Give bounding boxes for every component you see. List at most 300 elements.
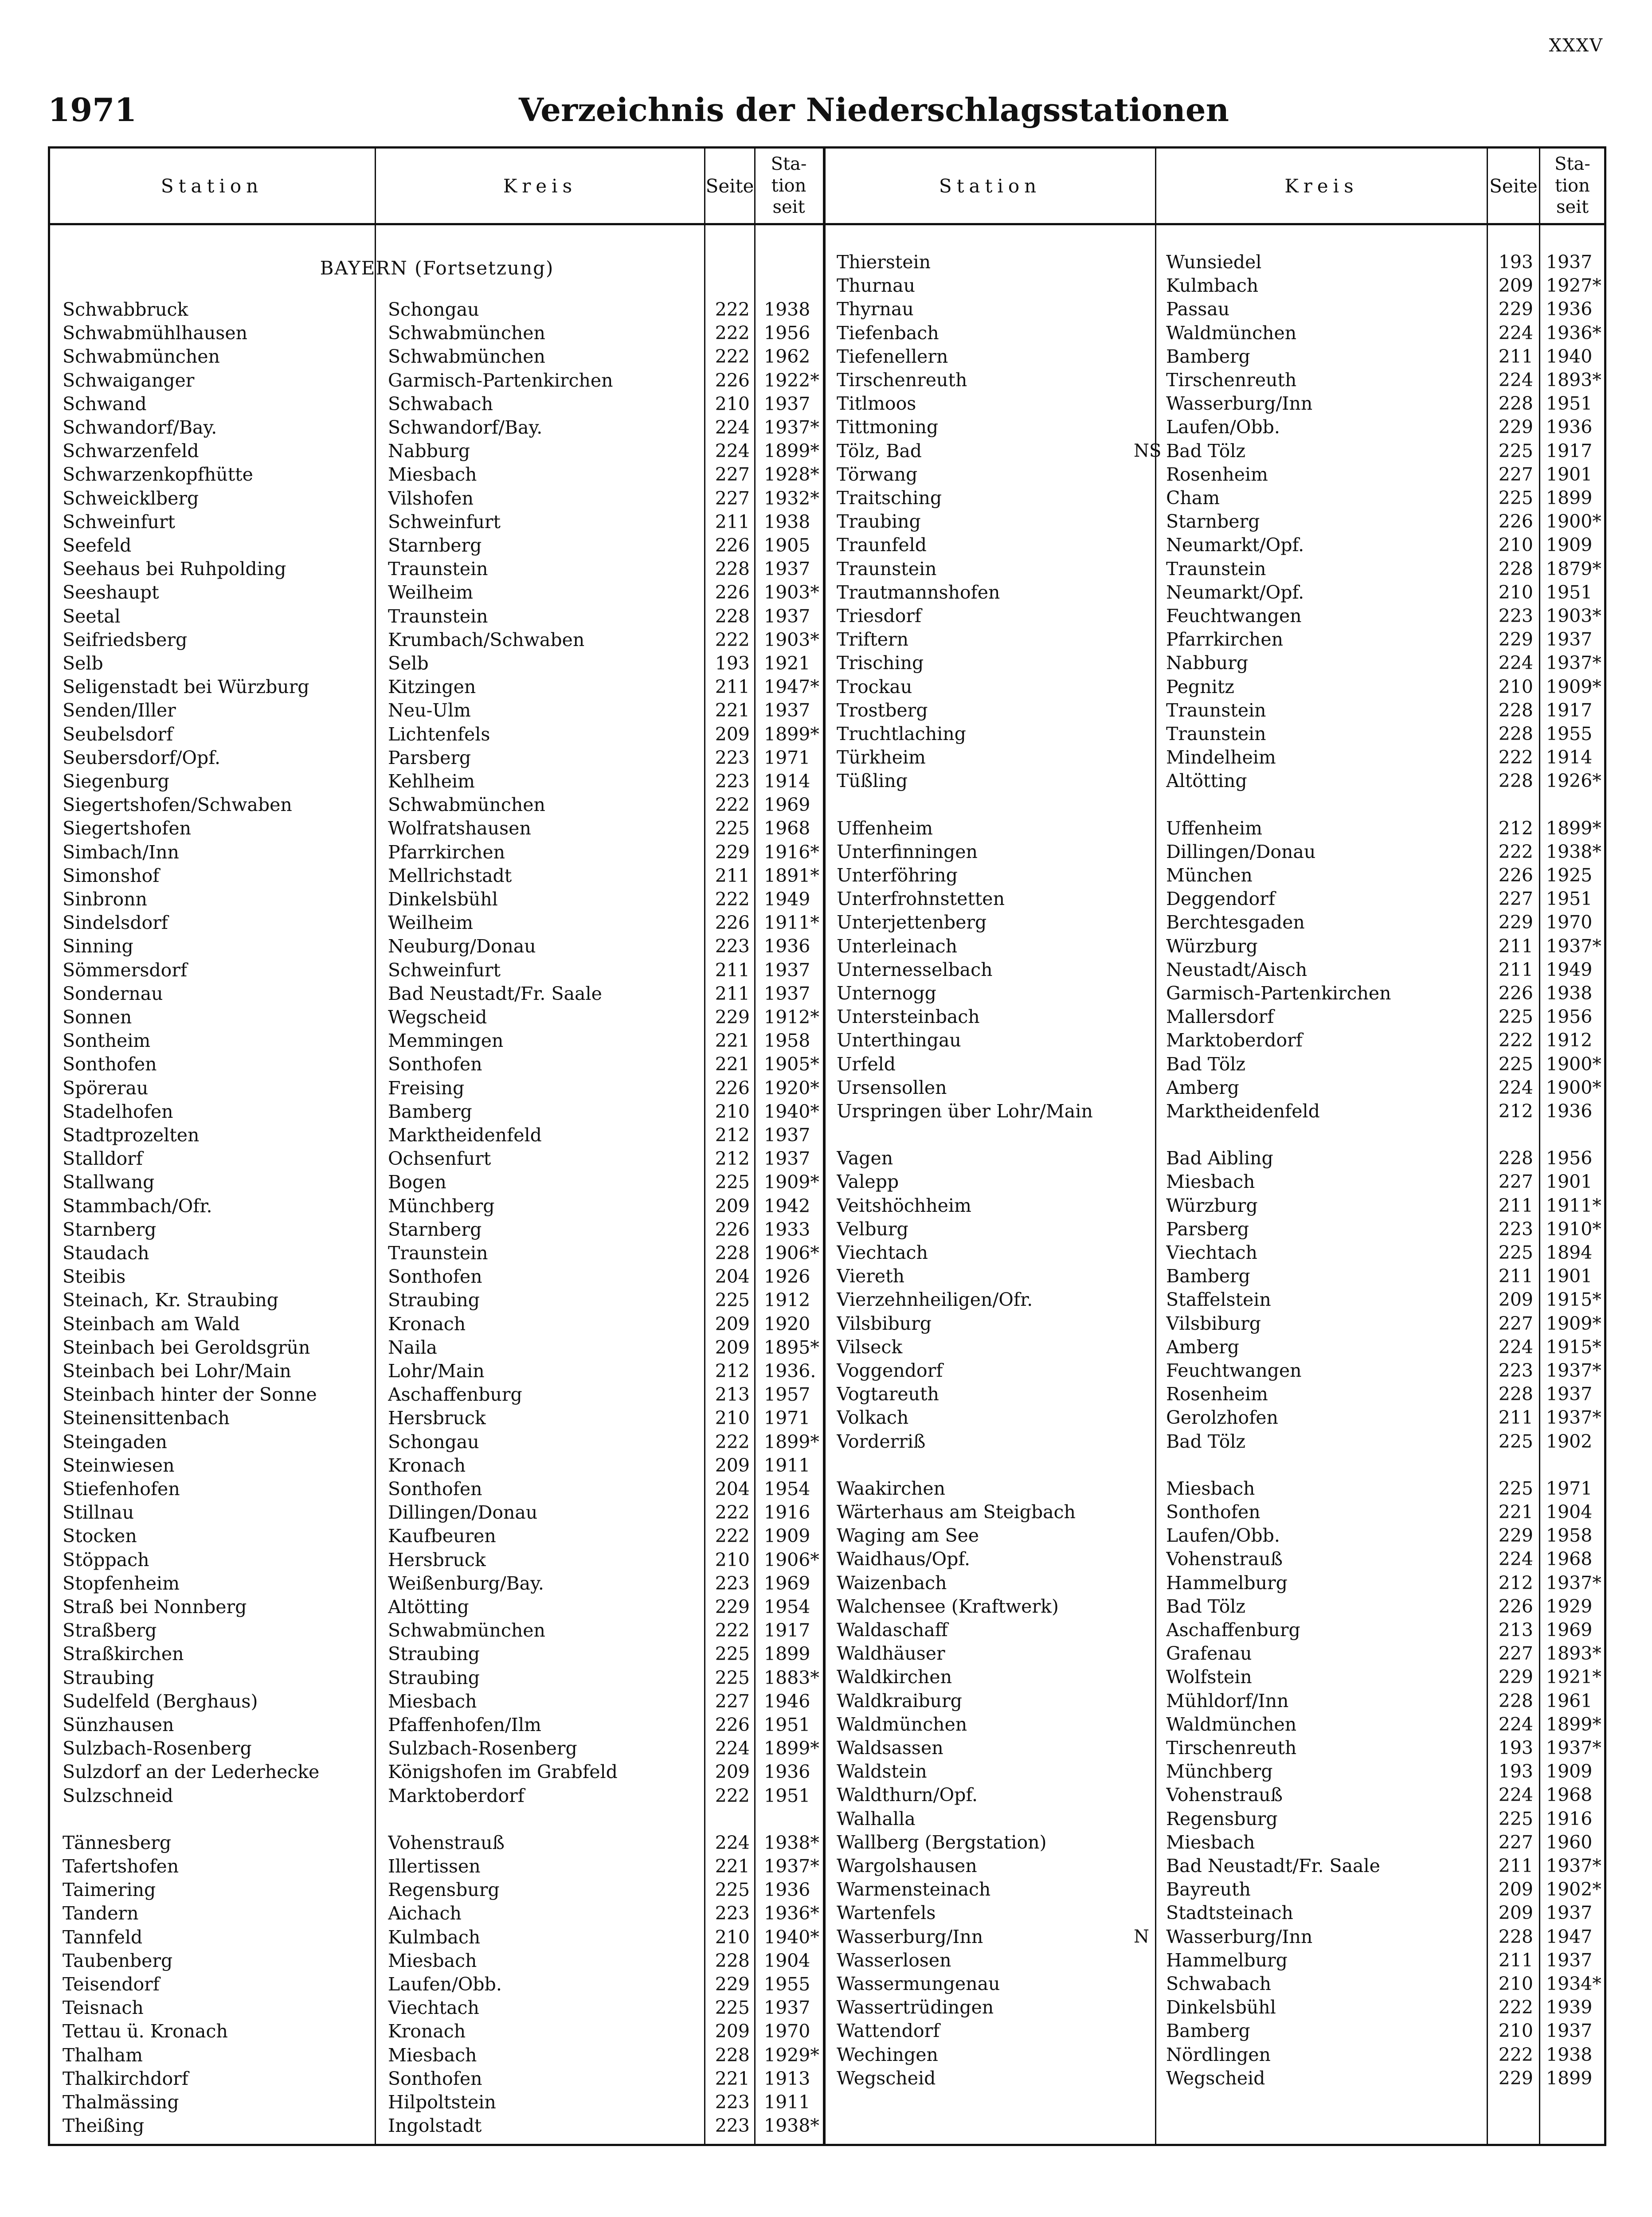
cell-seite: 227: [1498, 1312, 1533, 1334]
cell-kreis: Starnberg: [1166, 511, 1260, 533]
cell-station: Stammbach/Ofr.: [63, 1195, 212, 1217]
cell-seit: 1970: [1546, 912, 1593, 933]
cell-station: Untersteinbach: [837, 1006, 980, 1028]
cell-kreis: Bamberg: [1166, 2020, 1250, 2042]
table-row: [50, 1737, 823, 1760]
cell-seite: 222: [715, 1785, 750, 1806]
cell-kreis: Hilpoltstein: [388, 2092, 496, 2113]
cell-station: Tirschenreuth: [837, 369, 967, 391]
table-row: [826, 864, 1606, 887]
table-row: [50, 416, 823, 439]
cell-seit: 1937: [764, 959, 810, 981]
table-row: [50, 1242, 823, 1265]
cell-station: Straß bei Nonnberg: [63, 1596, 247, 1618]
header-seit-line2: tion: [1555, 175, 1590, 196]
cell-kreis: Hammelburg: [1166, 1572, 1288, 1594]
cell-seit: 1938: [1546, 983, 1593, 1004]
table-row: [50, 1713, 823, 1737]
cell-kreis: Vilsbiburg: [1166, 1312, 1261, 1334]
table-row: [50, 1666, 823, 1690]
cell-station: Ursensollen: [837, 1077, 947, 1098]
table-row: [826, 557, 1606, 581]
cell-station: Schwabmühlhausen: [63, 322, 248, 344]
cell-kreis: Bayreuth: [1166, 1879, 1251, 1900]
cell-station: Vagen: [837, 1148, 893, 1169]
cell-seit: 1900*: [1546, 511, 1601, 533]
cell-seit: 1917: [764, 1620, 810, 1641]
table-row: [50, 1053, 823, 1076]
cell-station: Steinbach hinter der Sonne: [63, 1384, 317, 1406]
cell-seite: 212: [1498, 817, 1533, 839]
cell-station: Straßberg: [63, 1620, 157, 1641]
cell-kreis: Dinkelsbühl: [388, 889, 498, 910]
cell-station: Tandern: [63, 1903, 139, 1924]
table-row: [826, 1807, 1606, 1831]
cell-seite: 193: [1498, 251, 1533, 273]
section-label: BAYERN (Fortsetzung): [320, 257, 554, 279]
cell-station: Wallberg (Bergstation): [837, 1831, 1047, 1853]
cell-station: Wasserlosen: [837, 1949, 951, 1971]
table-row: [50, 1218, 823, 1242]
cell-seite: 226: [715, 1218, 750, 1240]
cell-seit: 1937: [1546, 2020, 1593, 2042]
cell-station: Senden/Iller: [63, 700, 176, 721]
table-row: [826, 1642, 1606, 1665]
cell-kreis: Bamberg: [388, 1101, 472, 1122]
table-row: [50, 1572, 823, 1595]
table-row: [826, 1901, 1606, 1925]
table-row: [826, 1595, 1606, 1618]
cell-seit: 1937: [764, 1124, 810, 1146]
cell-seite: 204: [715, 1478, 750, 1500]
cell-seit: 1958: [764, 1030, 810, 1052]
cell-seite: 225: [715, 1879, 750, 1901]
cell-station: Unterföhring: [837, 865, 958, 886]
cell-kreis: Nabburg: [1166, 652, 1249, 674]
cell-kreis: Sonthofen: [1166, 1501, 1261, 1523]
table-row: [50, 1926, 823, 1949]
table-row: [50, 1147, 823, 1171]
cell-seit: 1937*: [1546, 1855, 1601, 1876]
cell-seit: 1937*: [1546, 1360, 1601, 1381]
cell-seite: 225: [1498, 1006, 1533, 1028]
cell-kreis: Marktoberdorf: [1166, 1030, 1303, 1051]
cell-seite: 229: [1498, 629, 1533, 650]
cell-seite: 193: [715, 653, 750, 674]
table-row: [50, 487, 823, 510]
table-row: [826, 1430, 1606, 1453]
cell-seit: 1938: [764, 299, 810, 320]
cell-seite: 224: [1498, 322, 1533, 344]
cell-seite: 229: [1498, 1666, 1533, 1688]
cell-seit: 1936: [1546, 1101, 1593, 1122]
cell-seit: 1925: [1546, 865, 1593, 886]
cell-kreis: Starnberg: [388, 1218, 482, 1240]
cell-kreis: Schwabach: [1166, 1973, 1272, 1994]
cell-kreis: Pegnitz: [1166, 676, 1234, 697]
cell-kreis: Sonthofen: [388, 1478, 482, 1500]
cell-station: Steinensittenbach: [63, 1407, 230, 1429]
cell-seite: 228: [1498, 1148, 1533, 1169]
cell-seit: 1934*: [1546, 1973, 1601, 1994]
cell-station: Siegenburg: [63, 771, 169, 792]
table-row: [50, 2020, 823, 2043]
table-row: [826, 935, 1606, 958]
table-row: [50, 345, 823, 368]
cell-station: Sulzbach-Rosenberg: [63, 1738, 252, 1759]
cell-station: Seeshaupt: [63, 582, 159, 603]
cell-seite: 223: [715, 936, 750, 957]
table-row: [826, 722, 1606, 746]
table-row: [50, 1996, 823, 2020]
cell-seite: 211: [1498, 1407, 1533, 1429]
cell-seite: 229: [715, 841, 750, 863]
cell-seit: 1928*: [764, 464, 819, 486]
table-row: [826, 1241, 1606, 1265]
header-seite-right: Seite: [1489, 175, 1538, 197]
header-seite-left: Seite: [705, 175, 754, 197]
cell-seit: 1899*: [764, 723, 819, 745]
table-row: [50, 1501, 823, 1524]
cell-seite: 229: [715, 1596, 750, 1618]
cell-station: Schwand: [63, 393, 147, 415]
cell-station: Sudelfeld (Berghaus): [63, 1690, 258, 1712]
table-row: [826, 1949, 1606, 1972]
cell-seit: 1900*: [1546, 1077, 1601, 1098]
cell-kreis: Münchberg: [1166, 1761, 1273, 1782]
cell-seite: 227: [1498, 888, 1533, 910]
cell-seite: 225: [1498, 487, 1533, 509]
cell-kreis: Neu-Ulm: [388, 700, 471, 721]
cell-seit: 1900*: [1546, 1053, 1601, 1075]
cell-station: Stallwang: [63, 1171, 155, 1193]
cell-seit: 1913: [764, 2068, 810, 2089]
header-station-left: Station: [161, 175, 263, 197]
cell-seit: 1909: [1546, 534, 1593, 556]
cell-kreis: Aschaffenburg: [1166, 1619, 1300, 1641]
cell-seit: 1905*: [764, 1054, 819, 1075]
cell-station: Traitsching: [837, 487, 942, 509]
header-seit-line3: seit: [1556, 197, 1589, 218]
cell-seite: 222: [1498, 747, 1533, 768]
cell-station: Wasserburg/Inn: [837, 1926, 983, 1947]
cell-seit: 1916*: [764, 841, 819, 863]
cell-station: Tiefenbach: [837, 322, 939, 344]
cell-seit: 1955: [764, 1974, 810, 1995]
cell-kreis: Traunstein: [1166, 699, 1266, 721]
table-row: [826, 769, 1606, 793]
table-row: [826, 368, 1606, 392]
cell-kreis: Mindelheim: [1166, 747, 1276, 768]
cell-station: Waging am See: [837, 1525, 979, 1547]
cell-station: Schwandorf/Bay.: [63, 417, 217, 438]
cell-seit: 1936: [764, 1761, 810, 1783]
cell-station: Voggendorf: [837, 1360, 943, 1381]
cell-kreis: Passau: [1166, 298, 1230, 320]
cell-seite: 226: [715, 369, 750, 391]
table-row: [826, 1854, 1606, 1878]
cell-seit: 1937: [764, 700, 810, 721]
cell-station: Sulzschneid: [63, 1785, 173, 1806]
cell-seit: 1942: [764, 1195, 810, 1217]
header-kreis-left: Kreis: [503, 175, 577, 197]
cell-seite: 209: [715, 1195, 750, 1217]
table-row: [50, 1855, 823, 1878]
cell-station: Straßkirchen: [63, 1643, 184, 1665]
cell-seit: 1958: [1546, 1525, 1593, 1547]
cell-station: Unterjettenberg: [837, 912, 987, 933]
table-row: [50, 959, 823, 982]
cell-kreis: Schwabach: [388, 393, 493, 415]
cell-kreis: Stadtsteinach: [1166, 1902, 1293, 1924]
table-row: [826, 1925, 1606, 1949]
cell-kreis: Miesbach: [388, 2044, 477, 2066]
cell-seit: 1938: [764, 511, 810, 533]
cell-kreis: Kronach: [388, 2021, 466, 2042]
cell-seit: 1936: [1546, 298, 1593, 320]
cell-station: Triftern: [837, 629, 908, 650]
cell-seite: 226: [1498, 1595, 1533, 1617]
cell-seite: 223: [715, 1572, 750, 1594]
table-row: [50, 911, 823, 935]
cell-seite: 229: [715, 1974, 750, 1995]
cell-seite: 222: [715, 889, 750, 910]
cell-seit: 1937: [764, 605, 810, 627]
table-row: [826, 1100, 1606, 1123]
cell-seite: 225: [1498, 1242, 1533, 1263]
cell-seit: 1893*: [1546, 1643, 1601, 1665]
cell-seite: 221: [715, 1054, 750, 1075]
cell-station: Trisching: [837, 652, 924, 674]
table-row: [50, 628, 823, 652]
cell-kreis: Uffenheim: [1166, 817, 1263, 839]
table-row: [826, 1689, 1606, 1713]
table-row: [50, 675, 823, 699]
cell-seit: 1937: [1546, 629, 1593, 650]
table-row: [826, 840, 1606, 864]
cell-seit: 1936: [764, 936, 810, 957]
cell-seit: 1962: [764, 346, 810, 368]
cell-kreis: Miesbach: [1166, 1831, 1255, 1853]
table-row: [826, 415, 1606, 439]
cell-seite: 225: [1498, 1430, 1533, 1452]
cell-kreis: Mallersdorf: [1166, 1006, 1274, 1028]
cell-station: Stiefenhofen: [63, 1478, 180, 1500]
cell-seite: 212: [715, 1148, 750, 1170]
cell-seite: 225: [1498, 440, 1533, 462]
table-row: [50, 841, 823, 864]
table-row: [50, 723, 823, 746]
cell-station: Schweicklberg: [63, 487, 199, 509]
cell-kreis: Bamberg: [1166, 345, 1250, 367]
cell-seit: 1902: [1546, 1430, 1593, 1452]
cell-seit: 1936.: [764, 1360, 816, 1382]
table-row: [50, 1642, 823, 1666]
table-row: [826, 1477, 1606, 1500]
cell-kreis: Kaufbeuren: [388, 1525, 496, 1547]
cell-seit: 1899*: [1546, 817, 1601, 839]
cell-seit: 1937*: [1546, 652, 1601, 674]
cell-kreis: Schwandorf/Bay.: [388, 417, 543, 438]
cell-kreis: Selb: [388, 653, 429, 674]
cell-kreis: Staffelstein: [1166, 1289, 1271, 1311]
cell-seite: 209: [715, 723, 750, 745]
table-row: [50, 1973, 823, 1996]
cell-seit: 1916: [764, 1502, 810, 1524]
table-row: [826, 1383, 1606, 1406]
table-row: [826, 1547, 1606, 1571]
table-row: [826, 1029, 1606, 1052]
table-row: [50, 935, 823, 958]
cell-seite: 224: [1498, 1336, 1533, 1358]
table-row: [50, 1878, 823, 1902]
cell-kreis: Starnberg: [388, 535, 482, 556]
cell-kreis: Marktheidenfeld: [1166, 1101, 1320, 1122]
cell-kreis: Memmingen: [388, 1030, 504, 1052]
cell-station: Seetal: [63, 605, 121, 627]
table-row: [826, 463, 1606, 486]
cell-station: Vilseck: [837, 1336, 903, 1358]
cell-seite: 223: [1498, 1360, 1533, 1381]
cell-station: Starnberg: [63, 1218, 157, 1240]
cell-kreis: Miesbach: [1166, 1477, 1255, 1499]
table-row: [826, 958, 1606, 982]
cell-seite: 222: [715, 1620, 750, 1641]
cell-station: Schwaiganger: [63, 369, 195, 391]
cell-seite: 223: [715, 1903, 750, 1924]
cell-seite: 222: [715, 346, 750, 368]
cell-seite: 209: [715, 1313, 750, 1335]
cell-seit: 1921*: [1546, 1666, 1601, 1688]
cell-kreis: Bad Neustadt/Fr. Saale: [1166, 1855, 1380, 1876]
cell-seite: 223: [1498, 605, 1533, 627]
table-row: [826, 2043, 1606, 2067]
cell-seite: 227: [715, 1690, 750, 1712]
cell-seite: 224: [1498, 369, 1533, 391]
cell-seit: 1946: [764, 1690, 810, 1712]
cell-seite: 210: [715, 1549, 750, 1571]
cell-station: Thyrnau: [837, 298, 914, 320]
cell-station: Törwang: [837, 463, 918, 485]
cell-seite: 228: [1498, 393, 1533, 415]
cell-station: Trockau: [837, 676, 912, 697]
cell-seit: 1971: [1546, 1477, 1593, 1499]
cell-kreis: Tirschenreuth: [1166, 369, 1297, 391]
cell-seit: 1901: [1546, 463, 1593, 485]
cell-seit: 1937: [764, 983, 810, 1004]
cell-kreis: Miesbach: [388, 1950, 477, 1971]
cell-seite: 226: [1498, 983, 1533, 1004]
cell-station: Sinning: [63, 936, 133, 957]
cell-station: Traunfeld: [837, 534, 927, 556]
cell-seit: 1940*: [764, 1101, 819, 1122]
cell-seite: 212: [1498, 1101, 1533, 1122]
cell-station: Truchtlaching: [837, 723, 966, 744]
cell-seit: 1912*: [764, 1007, 819, 1028]
table-row: [50, 1077, 823, 1100]
table-row: [50, 2044, 823, 2067]
cell-seit: 1906*: [764, 1242, 819, 1264]
cell-seit: 1899*: [764, 440, 819, 462]
cell-kreis: Wolfratshausen: [388, 818, 531, 839]
cell-kreis: Marktoberdorf: [388, 1785, 525, 1806]
table-row: [826, 1618, 1606, 1642]
cell-kreis: Straubing: [388, 1643, 480, 1665]
cell-seit: 1937: [764, 1148, 810, 1170]
cell-seit: 1903*: [764, 582, 819, 603]
cell-station: Wargolshausen: [837, 1855, 977, 1876]
cell-seite: 193: [1498, 1761, 1533, 1782]
header-seit-line1: Sta-: [771, 153, 807, 174]
cell-station: Waldstein: [837, 1761, 927, 1782]
table-row: [826, 604, 1606, 628]
table-row: [50, 1265, 823, 1289]
cell-kreis: Bad Aibling: [1166, 1148, 1273, 1169]
table-row: [50, 1029, 823, 1053]
table-row: [50, 1383, 823, 1406]
cell-seite: 209: [715, 2021, 750, 2042]
cell-seite: 225: [715, 1289, 750, 1311]
cell-seite: 226: [715, 535, 750, 556]
cell-station: Wechingen: [837, 2044, 938, 2065]
cell-station: Türkheim: [837, 747, 926, 768]
cell-seite: 229: [1498, 912, 1533, 933]
cell-station: Steinbach am Wald: [63, 1313, 240, 1335]
header-kreis-right: Kreis: [1284, 175, 1358, 197]
table-row: [826, 1972, 1606, 1996]
cell-seit: 1911*: [1546, 1195, 1601, 1216]
cell-seit: 1909*: [764, 1171, 819, 1193]
cell-station: Sindelsdorf: [63, 912, 168, 934]
table-row: [826, 1500, 1606, 1524]
cell-kreis: Wolfstein: [1166, 1666, 1252, 1688]
table-row: [50, 1359, 823, 1383]
cell-station: Tafertshofen: [63, 1856, 179, 1877]
cell-seite: 209: [715, 1336, 750, 1358]
cell-kreis: Schongau: [388, 1431, 479, 1453]
cell-seit: 1933: [764, 1218, 810, 1240]
cell-kreis: Wegscheid: [388, 1007, 487, 1028]
cell-seit: 1899: [764, 1643, 810, 1665]
cell-seit: 1905: [764, 535, 810, 556]
cell-kreis: Bamberg: [1166, 1265, 1250, 1287]
table-row: [50, 652, 823, 675]
cell-station: Straubing: [63, 1667, 155, 1688]
cell-seite: 221: [715, 1856, 750, 1877]
cell-station: Unterthingau: [837, 1030, 961, 1051]
header-seit-left: [756, 149, 822, 223]
table-row: [826, 1005, 1606, 1029]
cell-kreis: Kronach: [388, 1454, 466, 1476]
cell-seite: 210: [1498, 1973, 1533, 1994]
cell-kreis: Schwabmünchen: [388, 346, 545, 368]
cell-station: Sontheim: [63, 1030, 151, 1052]
cell-station: Wattendorf: [837, 2020, 940, 2042]
cell-seite: 209: [715, 1454, 750, 1476]
cell-station: Sinbronn: [63, 889, 147, 910]
cell-seit: 1938*: [764, 1832, 819, 1853]
cell-station: Tännesberg: [63, 1832, 172, 1853]
cell-seit: 1937*: [764, 417, 819, 438]
table-row: [826, 1713, 1606, 1736]
cell-seite: 210: [1498, 534, 1533, 556]
cell-seite: 228: [715, 2044, 750, 2066]
cell-kreis: Schwabmünchen: [388, 322, 545, 344]
cell-kreis: München: [1166, 865, 1253, 886]
table-row: [50, 888, 823, 911]
cell-station: Sünzhausen: [63, 1714, 174, 1735]
cell-station: Valepp: [837, 1171, 899, 1193]
